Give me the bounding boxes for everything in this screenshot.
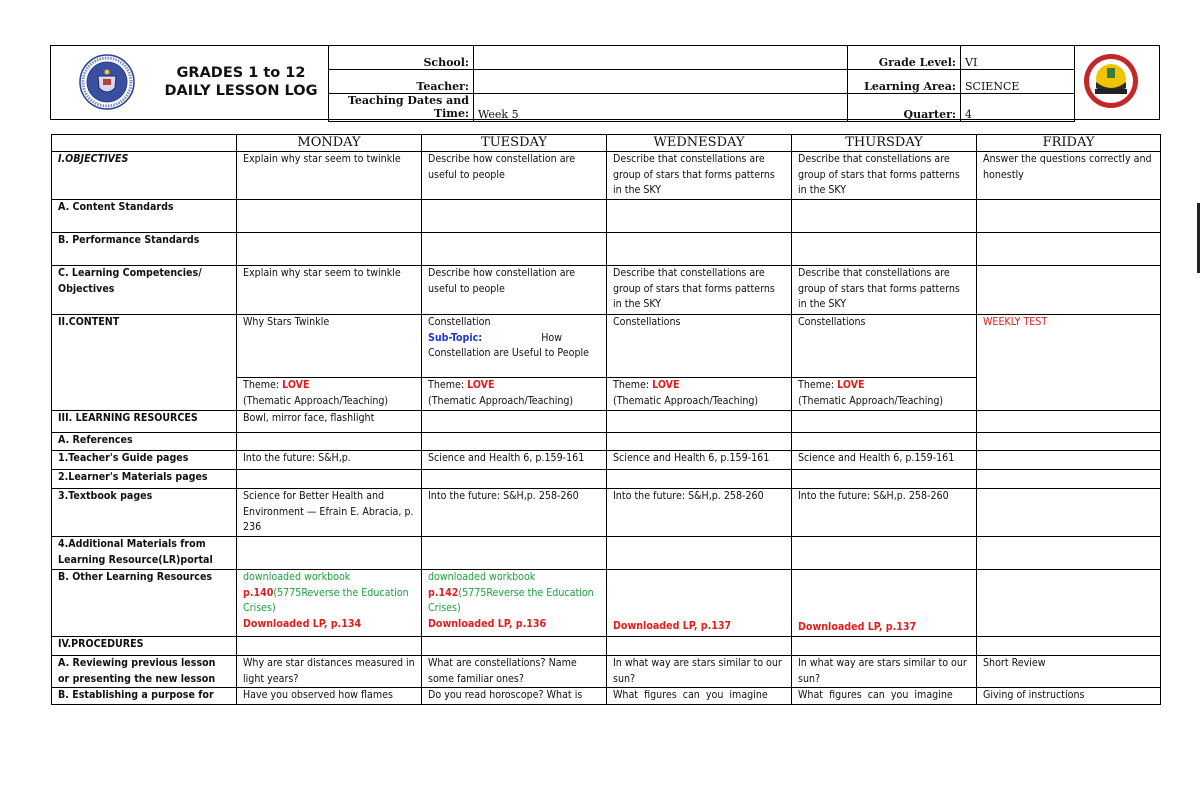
- references-label: A. References: [52, 433, 237, 451]
- textbook-thursday[interactable]: Into the future: S&H,p. 258-260: [792, 489, 977, 537]
- teaching-dates-label-line1: Teaching Dates and: [347, 94, 469, 107]
- day-header-tuesday: TUESDAY: [422, 135, 607, 152]
- references-tuesday[interactable]: [422, 433, 607, 451]
- references-wednesday[interactable]: [607, 433, 792, 451]
- additional-materials-label: 4.Additional Materials from Learning Resource(LR)portal: [52, 537, 237, 570]
- competencies-friday[interactable]: [977, 266, 1161, 315]
- reviewing-friday[interactable]: Short Review: [977, 656, 1161, 688]
- competencies-tuesday[interactable]: Describe how constellation are useful to people: [422, 266, 607, 315]
- other-resources-monday[interactable]: [237, 570, 422, 637]
- purpose-friday[interactable]: Giving of instructions: [977, 688, 1161, 705]
- other-resources-thursday[interactable]: [792, 570, 977, 637]
- additional-materials-friday[interactable]: [977, 537, 1161, 570]
- theme-note-mon: (Thematic Approach/Teaching): [243, 394, 389, 407]
- teachers-guide-row: [52, 451, 1161, 470]
- performance-standards-label: B. Performance Standards: [52, 233, 237, 266]
- theme-label-thu: Theme:: [798, 379, 838, 391]
- quarter-field[interactable]: 4: [961, 94, 1075, 122]
- theme-label-mon: Theme:: [243, 379, 283, 391]
- references-row: [52, 433, 1161, 451]
- other-resources-label: B. Other Learning Resources: [52, 570, 237, 637]
- procedures-monday[interactable]: [237, 637, 422, 656]
- school-division-logo: [1082, 52, 1140, 110]
- learning-resources-thursday[interactable]: [792, 411, 977, 433]
- learners-materials-tuesday[interactable]: [422, 470, 607, 489]
- learners-materials-monday[interactable]: [237, 470, 422, 489]
- theme-label-tue: Theme:: [428, 379, 468, 391]
- purpose-label: B. Establishing a purpose for: [52, 688, 237, 705]
- teacher-label: Teacher:: [329, 70, 474, 94]
- content-standards-thursday[interactable]: [792, 200, 977, 233]
- content-standards-monday[interactable]: [237, 200, 422, 233]
- workbook-label-mon: downloaded workbook: [243, 571, 351, 583]
- references-friday[interactable]: [977, 433, 1161, 451]
- objectives-tuesday[interactable]: Describe how constellation are useful to people: [422, 152, 607, 200]
- textbook-friday[interactable]: [977, 489, 1161, 537]
- content-tuesday-subtopic-line: [428, 331, 600, 347]
- content-standards-label: A. Content Standards: [52, 200, 237, 233]
- teaching-dates-field[interactable]: Week 5: [474, 94, 848, 122]
- learning-resources-monday[interactable]: Bowl, mirror face, flashlight: [237, 411, 422, 433]
- other-resources-row: [52, 570, 1161, 637]
- subtopic-rest: Constellation are Useful to People: [428, 347, 590, 360]
- performance-standards-wednesday[interactable]: [607, 233, 792, 266]
- textbook-label: 3.Textbook pages: [52, 489, 237, 537]
- learning-area-label: Learning Area:: [848, 70, 961, 94]
- workbook-page-mon: p.140: [243, 586, 274, 599]
- header-fields: [328, 45, 1075, 122]
- theme-tuesday[interactable]: [422, 378, 607, 411]
- additional-materials-wednesday[interactable]: [607, 537, 792, 570]
- performance-standards-tuesday[interactable]: [422, 233, 607, 266]
- content-wednesday[interactable]: Constellations: [607, 315, 792, 378]
- objectives-label: I.OBJECTIVES: [52, 152, 237, 200]
- learning-resources-tuesday[interactable]: [422, 411, 607, 433]
- teachers-guide-wednesday[interactable]: Science and Health 6, p.159-161: [607, 451, 792, 470]
- additional-materials-monday[interactable]: [237, 537, 422, 570]
- content-standards-friday[interactable]: [977, 200, 1161, 233]
- theme-value-mon: LOVE: [282, 379, 310, 391]
- learners-materials-thursday[interactable]: [792, 470, 977, 489]
- additional-materials-tuesday[interactable]: [422, 537, 607, 570]
- competencies-label: C. Learning Competencies/ Objectives: [52, 266, 237, 315]
- workbook-page-tue: p.142: [428, 586, 459, 599]
- purpose-row: [52, 688, 1161, 705]
- performance-standards-row: [52, 233, 1161, 266]
- lesson-log-table: [51, 134, 1161, 705]
- other-resources-tuesday[interactable]: [422, 570, 607, 637]
- teachers-guide-label: 1.Teacher's Guide pages: [52, 451, 237, 470]
- learners-materials-friday[interactable]: [977, 470, 1161, 489]
- reviewing-label: A. Reviewing previous lesson or presenting the new lesson: [52, 656, 237, 688]
- competencies-thursday[interactable]: Describe that constellations are group of stars that forms patterns in the SKY: [792, 266, 977, 315]
- procedures-tuesday[interactable]: [422, 637, 607, 656]
- content-standards-tuesday[interactable]: [422, 200, 607, 233]
- day-header-row: [52, 135, 1161, 152]
- textbook-monday[interactable]: Science for Better Health and Environment — Efrain E. Abracia, p. 236: [237, 489, 422, 537]
- log-title: [151, 64, 331, 100]
- objectives-thursday[interactable]: Describe that constellations are group of stars that forms patterns in the SKY: [792, 152, 977, 200]
- teaching-dates-label-line2: Time:: [433, 107, 469, 120]
- additional-materials-thursday[interactable]: [792, 537, 977, 570]
- workbook-label-tue: downloaded workbook: [428, 571, 536, 583]
- objectives-friday[interactable]: Answer the questions correctly and honestly: [977, 152, 1161, 200]
- teachers-guide-tuesday[interactable]: Science and Health 6, p.159-161: [422, 451, 607, 470]
- theme-value-wed: LOVE: [652, 379, 680, 391]
- day-header-wednesday: WEDNESDAY: [607, 135, 792, 152]
- reviewing-monday[interactable]: Why are star distances measured in light years?: [237, 656, 422, 688]
- references-thursday[interactable]: [792, 433, 977, 451]
- procedures-friday[interactable]: [977, 637, 1161, 656]
- theme-value-tue: LOVE: [467, 379, 495, 391]
- procedures-thursday[interactable]: [792, 637, 977, 656]
- learners-materials-wednesday[interactable]: [607, 470, 792, 489]
- purpose-thursday[interactable]: What figures can you imagine: [792, 688, 977, 705]
- teachers-guide-friday[interactable]: [977, 451, 1161, 470]
- downloaded-lp-wed: Downloaded LP, p.137: [613, 620, 732, 633]
- content-row: [52, 315, 1161, 378]
- learners-materials-row: [52, 470, 1161, 489]
- day-header-friday: FRIDAY: [977, 135, 1161, 152]
- content-tuesday[interactable]: [422, 315, 607, 378]
- teaching-dates-label: [329, 94, 474, 122]
- objectives-row: [52, 152, 1161, 200]
- content-friday-weekly-test[interactable]: WEEKLY TEST: [977, 315, 1161, 411]
- grade-level-field[interactable]: VI: [961, 46, 1075, 70]
- textbook-tuesday[interactable]: Into the future: S&H,p. 258-260: [422, 489, 607, 537]
- reviewing-thursday[interactable]: In what way are stars similar to our sun?: [792, 656, 977, 688]
- other-resources-wednesday[interactable]: [607, 570, 792, 637]
- competencies-wednesday[interactable]: Describe that constellations are group of stars that forms patterns in the SKY: [607, 266, 792, 315]
- learning-resources-label: III. LEARNING RESOURCES: [52, 411, 237, 433]
- subtopic-first-word: How: [541, 331, 562, 344]
- theme-value-thu: LOVE: [837, 379, 865, 391]
- competencies-row: [52, 266, 1161, 315]
- teachers-guide-monday[interactable]: Into the future: S&H,p.: [237, 451, 422, 470]
- theme-monday[interactable]: [237, 378, 422, 411]
- reviewing-wednesday[interactable]: In what way are stars similar to our sun?: [607, 656, 792, 688]
- other-resources-friday[interactable]: [977, 570, 1161, 637]
- day-header-monday: MONDAY: [237, 135, 422, 152]
- purpose-wednesday[interactable]: What figures can you imagine: [607, 688, 792, 705]
- additional-materials-row: [52, 537, 1161, 570]
- objectives-wednesday[interactable]: Describe that constellations are group of stars that forms patterns in the SKY: [607, 152, 792, 200]
- objectives-monday[interactable]: Explain why star seem to twinkle: [237, 152, 422, 200]
- content-label: II.CONTENT: [52, 315, 237, 411]
- performance-standards-friday[interactable]: [977, 233, 1161, 266]
- reviewing-row: [52, 656, 1161, 688]
- workbook-note-mon: (5775Reverse the Education Crises): [243, 586, 409, 615]
- performance-standards-monday[interactable]: [237, 233, 422, 266]
- learning-resources-row: [52, 411, 1161, 433]
- purpose-tuesday[interactable]: Do you read horoscope? What is: [422, 688, 607, 705]
- textbook-row: [52, 489, 1161, 537]
- school-label: School:: [329, 46, 474, 70]
- downloaded-lp-tue: Downloaded LP, p.136: [428, 617, 547, 630]
- learning-resources-wednesday[interactable]: [607, 411, 792, 433]
- downloaded-lp-mon: Downloaded LP, p.134: [243, 617, 362, 630]
- reviewing-tuesday[interactable]: What are constellations? Name some familiar ones?: [422, 656, 607, 688]
- procedures-label: IV.PROCEDURES: [52, 637, 237, 656]
- content-standards-row: [52, 200, 1161, 233]
- content-thursday[interactable]: Constellations: [792, 315, 977, 378]
- textbook-wednesday[interactable]: Into the future: S&H,p. 258-260: [607, 489, 792, 537]
- teachers-guide-thursday[interactable]: Science and Health 6, p.159-161: [792, 451, 977, 470]
- workbook-note-tue: (5775Reverse the Education Crises): [428, 586, 594, 615]
- content-standards-wednesday[interactable]: [607, 200, 792, 233]
- teacher-field[interactable]: [474, 70, 848, 94]
- theme-note-tue: (Thematic Approach/Teaching): [428, 394, 574, 407]
- downloaded-lp-thu: Downloaded LP, p.137: [798, 621, 917, 634]
- content-tuesday-topic: Constellation: [428, 316, 491, 328]
- subtopic-label: Sub-Topic:: [428, 331, 483, 344]
- competencies-monday[interactable]: Explain why star seem to twinkle: [237, 266, 422, 315]
- learning-area-field[interactable]: SCIENCE: [961, 70, 1075, 94]
- theme-label-wed: Theme:: [613, 379, 653, 391]
- quarter-label: Quarter:: [848, 94, 961, 122]
- deped-seal-logo: [79, 54, 135, 110]
- theme-thursday[interactable]: [792, 378, 977, 411]
- theme-note-wed: (Thematic Approach/Teaching): [613, 394, 759, 407]
- learners-materials-label: 2.Learner's Materials pages: [52, 470, 237, 489]
- day-header-thursday: THURSDAY: [792, 135, 977, 152]
- purpose-monday[interactable]: Have you observed how flames: [237, 688, 422, 705]
- title-line-2: DAILY LESSON LOG: [164, 83, 318, 99]
- title-line-1: GRADES 1 to 12: [176, 65, 306, 81]
- theme-note-thu: (Thematic Approach/Teaching): [798, 394, 944, 407]
- grade-level-label: Grade Level:: [848, 46, 961, 70]
- corner-cell: [52, 135, 237, 152]
- references-monday[interactable]: [237, 433, 422, 451]
- performance-standards-thursday[interactable]: [792, 233, 977, 266]
- learning-resources-friday[interactable]: [977, 411, 1161, 433]
- procedures-row: [52, 637, 1161, 656]
- content-monday[interactable]: Why Stars Twinkle: [237, 315, 422, 378]
- procedures-wednesday[interactable]: [607, 637, 792, 656]
- theme-wednesday[interactable]: [607, 378, 792, 411]
- school-field[interactable]: [474, 46, 848, 70]
